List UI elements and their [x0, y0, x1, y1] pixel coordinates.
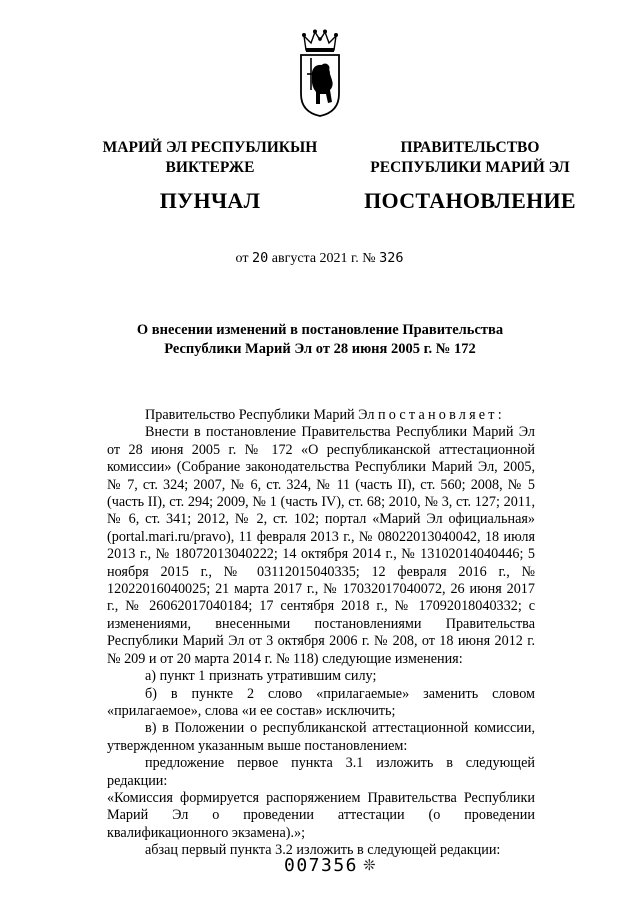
header-left-line1: МАРИЙ ЭЛ РЕСПУБЛИКЫН	[102, 139, 318, 156]
coat-of-arms-icon	[298, 28, 342, 118]
intro-paragraph	[107, 407, 535, 424]
intro-verb: постановляет:	[377, 407, 505, 423]
header-right-line2: РЕСПУБЛИКИ МАРИЙ ЭЛ	[370, 159, 570, 176]
header-right-line1: ПРАВИТЕЛЬСТВО	[400, 139, 540, 156]
date-month-year: августа 2021 г. №	[271, 251, 376, 266]
document-body	[107, 407, 535, 860]
intro-text: Правительство Республики Марий Эл	[145, 407, 375, 423]
body-paragraph-2: а) пункт 1 признать утратившим силу;	[145, 668, 377, 685]
header-left-title: ПУНЧАЛ	[159, 188, 261, 213]
body-paragraph-3: б) в пункте 2 слово «прилагаемые» заменить словом «прилагаемое», слова «и ее состав» исключить;	[107, 685, 535, 719]
body-paragraph-7: абзац первый пункта 3.2 изложить в следующей редакции:	[145, 842, 501, 859]
subject-line1: О внесении изменений в постановление Правительства	[136, 322, 504, 338]
body-paragraph-6: «Комиссия формируется распоряжением Правительства Республики Марий Эл о проведении аттестации (о проведении квалификационного экзамена).»;	[107, 789, 535, 841]
body-paragraph-5: предложение первое пункта 3.1 изложить в следующей редакции:	[107, 755, 535, 789]
date-day: 20	[251, 250, 269, 266]
date-prefix: от	[235, 251, 249, 266]
header-left-block	[80, 138, 340, 214]
document-subject	[90, 321, 550, 359]
header-left-line2: ВИКТЕРЖЕ	[165, 159, 255, 176]
header-right-title: ПОСТАНОВЛЕНИЕ	[364, 188, 576, 213]
date-line	[0, 250, 639, 267]
document-number: 326	[379, 250, 404, 266]
body-paragraph-4: в) в Положении о республиканской аттестационной комиссии, утвержденном указанным выше постановлением:	[107, 720, 535, 754]
serial-number: 007356	[284, 855, 359, 876]
subject-line2: Республики Марий Эл от 28 июня 2005 г. № 172	[164, 341, 476, 357]
asterisk-mark-icon: ❊	[363, 856, 376, 874]
body-paragraph-1: Внести в постановление Правительства Республики Марий Эл от 28 июня 2005 г. № 172 «О республиканской аттестационной комиссии» (Собрание законодательства Республики Марий Эл, 2005, № 7, ст. 324; 2007, № 6, ст. 324, № 11 (часть II), ст. 560; 2008, № 5 (часть II), ст. 294; 2009, № 1 (часть IV), ст. 68; 2010, № 3, ст. 127; 2011, № 6, ст. 341; 2012, № 2, ст. 102; портал «Марий Эл официальная» (portal.mari.ru/pravo), 11 февраля 2013 г., № 08022013040042, 18 июля 2013 г., № 18072013040222; 14 октября 2014 г., № 13102014040446; 5 ноября 2015 г., № 03112015040335; 12 февраля 2016 г., № 12022016040025; 21 марта 2017 г., № 17032017040072, 26 июня 2017 г., № 26062017040184; 17 сентября 2018 г., № 17092018040332; с изменениями, внесенными постановлениями Правительства Республики Марий Эл от 3 октября 2006 г. № 208, от 18 июня 2012 г. № 209 и от 20 марта 2014 г. № 118) следующие изменения:	[107, 424, 535, 667]
header-right-block	[340, 138, 600, 214]
